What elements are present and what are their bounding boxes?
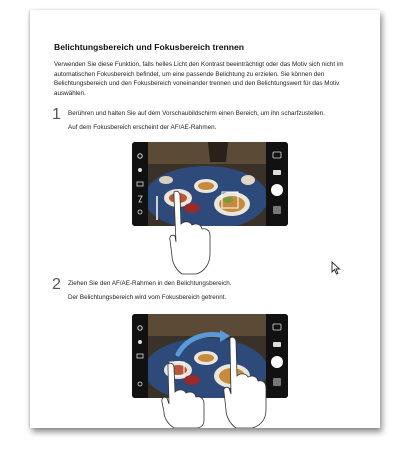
shutter-icon (271, 184, 283, 196)
section-title: Belichtungsbereich und Fokusbereich trennen (54, 42, 245, 52)
settings-icon (132, 142, 148, 226)
manual-page (30, 10, 380, 428)
hand-icon (160, 362, 210, 428)
gallery-icon (273, 206, 281, 214)
intro-paragraph: Verwenden Sie diese Funktion, falls helles Licht den Kontrast beeinträchtigt oder das Motiv sich nicht im automatischen Fokusbereich befindet, um eine passende Belichtung zu erzielen. Sie können den Belichtungsbereich und den Fokusbereich voneinander trennen und den Belichtungswert für das Motiv auswählen. (54, 61, 344, 97)
mouse-cursor-icon (331, 261, 341, 275)
step-1-text: Berühren und halten Sie auf dem Vorschaubildschirm einen Bereich, um ihn scharfzustellen. (68, 110, 325, 117)
video-icon (273, 170, 281, 175)
step-1-subtext: Auf dem Fokusbereich erscheint der AF/AE-Rahmen. (68, 124, 217, 131)
step-2-subtext: Der Belichtungsbereich wird vom Fokusbereich getrennt. (68, 294, 227, 301)
camera-left-bar (132, 314, 148, 398)
camera-left-bar (132, 142, 148, 226)
step-2-number: 2 (52, 276, 61, 293)
camera-right-bar (266, 142, 288, 226)
step-1-number: 1 (52, 106, 61, 123)
hand-icon (220, 336, 270, 428)
camera-switch-icon (273, 152, 281, 158)
step-2-text: Ziehen Sie den AF/AE-Rahmen in den Belichtungsbereich. (68, 280, 232, 287)
hand-icon (168, 190, 220, 276)
